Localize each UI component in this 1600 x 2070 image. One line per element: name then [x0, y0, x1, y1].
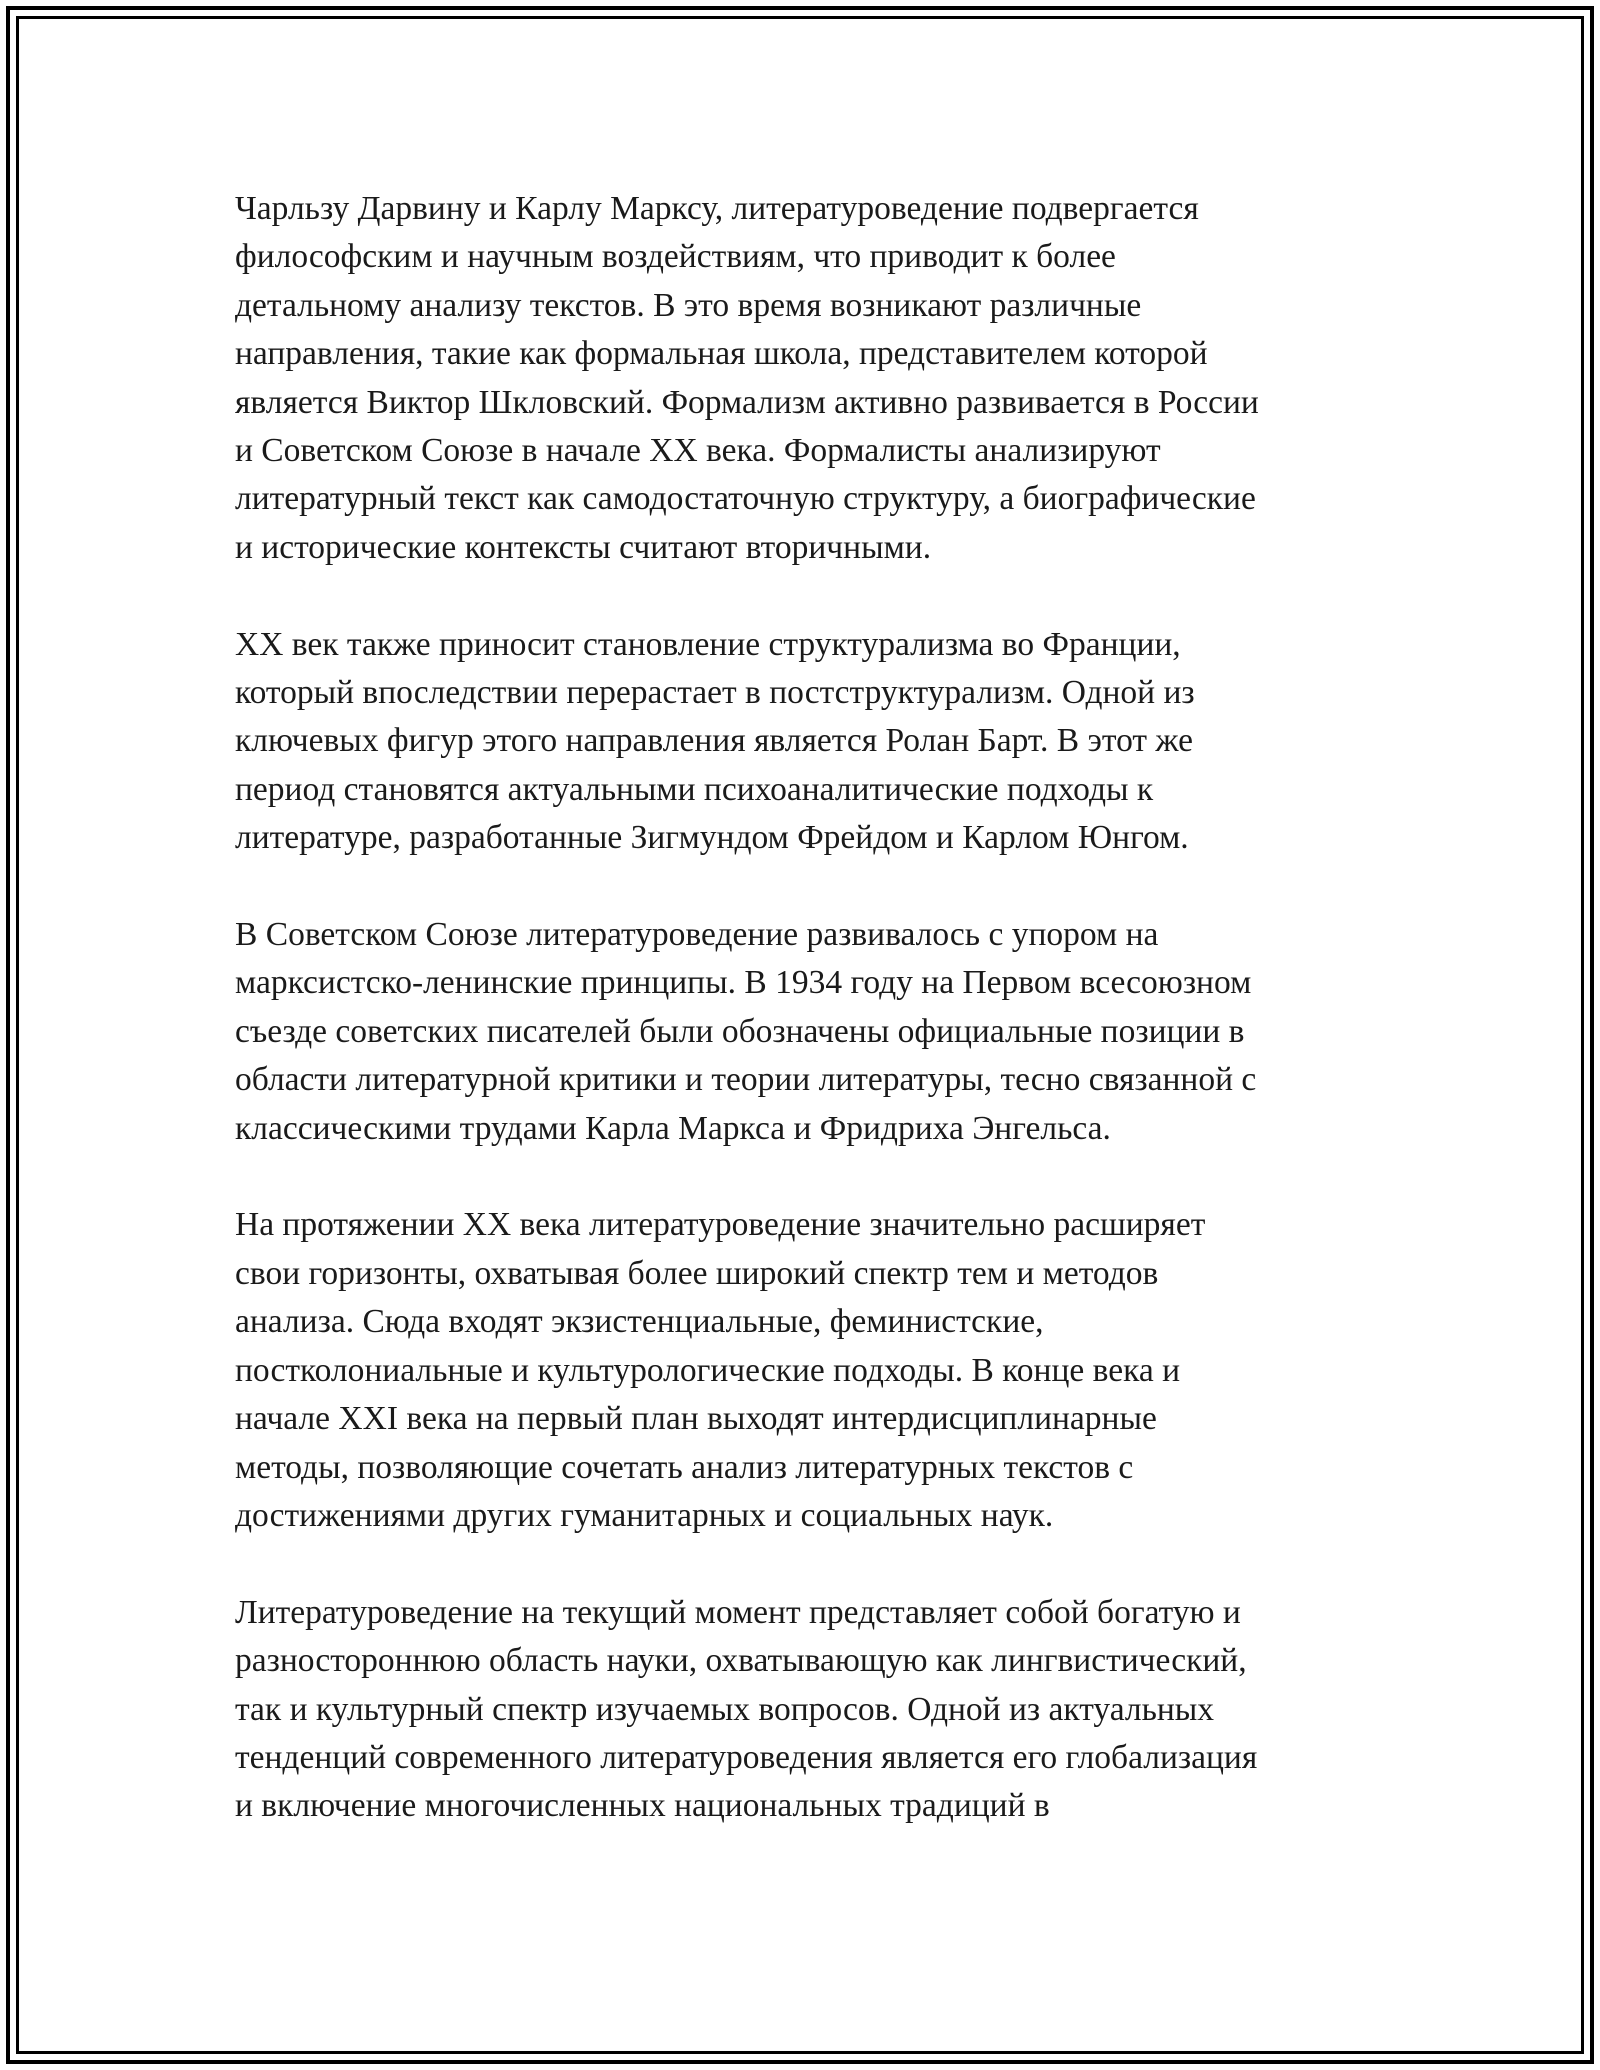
- text-line: На протяжении XX века литературоведение значительно расширяет: [235, 1206, 1206, 1244]
- text-line: В Советском Союзе литературоведение развивалось с упором на: [235, 916, 1159, 954]
- text-line: тенденций современного литературоведения является его глобализация: [235, 1738, 1258, 1776]
- text-line: направления, такие как формальная школа, представителем которой: [235, 335, 1208, 373]
- paragraph-formalism: [235, 185, 1375, 572]
- text-line: философским и научным воздействиям, что приводит к более: [235, 238, 1116, 276]
- text-line: ключевых фигур этого направления является Ролан Барт. В этот же: [235, 722, 1193, 760]
- text-line: который впоследствии перерастает в постструктурализм. Одной из: [235, 674, 1195, 712]
- document-body: [235, 185, 1375, 1879]
- text-line: литературе, разработанные Зигмундом Фрейдом и Карлом Юнгом.: [235, 819, 1189, 857]
- text-line: Литературоведение на текущий момент представляет собой богатую и: [235, 1593, 1241, 1631]
- text-line: начале XXI века на первый план выходят интердисциплинарные: [235, 1400, 1157, 1438]
- text-line: период становятся актуальными психоаналитические подходы к: [235, 770, 1154, 808]
- text-line: марксистско-ленинские принципы. В 1934 году на Первом всесоюзном: [235, 964, 1252, 1002]
- text-line: литературный текст как самодостаточную структуру, а биографические: [235, 480, 1256, 518]
- paragraph-twentieth-century: [235, 1201, 1375, 1540]
- text-line: достижениями других гуманитарных и социальных наук.: [235, 1496, 1054, 1534]
- text-line: детальному анализу текстов. В это время возникают различные: [235, 286, 1142, 324]
- text-line: и включение многочисленных национальных традиций в: [235, 1787, 1050, 1825]
- text-line: области литературной критики и теории литературы, тесно связанной с: [235, 1061, 1257, 1099]
- text-line: методы, позволяющие сочетать анализ литературных текстов с: [235, 1448, 1134, 1486]
- text-line: свои горизонты, охватывая более широкий спектр тем и методов: [235, 1254, 1159, 1292]
- text-line: съезде советских писателей были обозначены официальные позиции в: [235, 1012, 1245, 1050]
- text-line: разностороннюю область науки, охватывающую как лингвистический,: [235, 1642, 1247, 1680]
- text-line: и исторические контексты считают вторичными.: [235, 528, 932, 566]
- paragraph-structuralism: [235, 621, 1375, 863]
- text-line: анализа. Сюда входят экзистенциальные, феминистские,: [235, 1303, 1044, 1341]
- text-line: и Советском Союзе в начале XX века. Формалисты анализируют: [235, 432, 1161, 470]
- text-line: классическими трудами Карла Маркса и Фридриха Энгельса.: [235, 1109, 1111, 1147]
- text-line: Чарльзу Дарвину и Карлу Марксу, литературоведение подвергается: [235, 190, 1199, 227]
- paragraph-soviet-literary-studies: [235, 911, 1375, 1153]
- text-line: XX век также приносит становление структурализма во Франции,: [235, 625, 1181, 663]
- paragraph-current-state: [235, 1589, 1375, 1831]
- text-line: является Виктор Шкловский. Формализм активно развивается в России: [235, 383, 1259, 421]
- text-line: постколониальные и культурологические подходы. В конце века и: [235, 1351, 1181, 1389]
- text-line: так и культурный спектр изучаемых вопросов. Одной из актуальных: [235, 1690, 1215, 1728]
